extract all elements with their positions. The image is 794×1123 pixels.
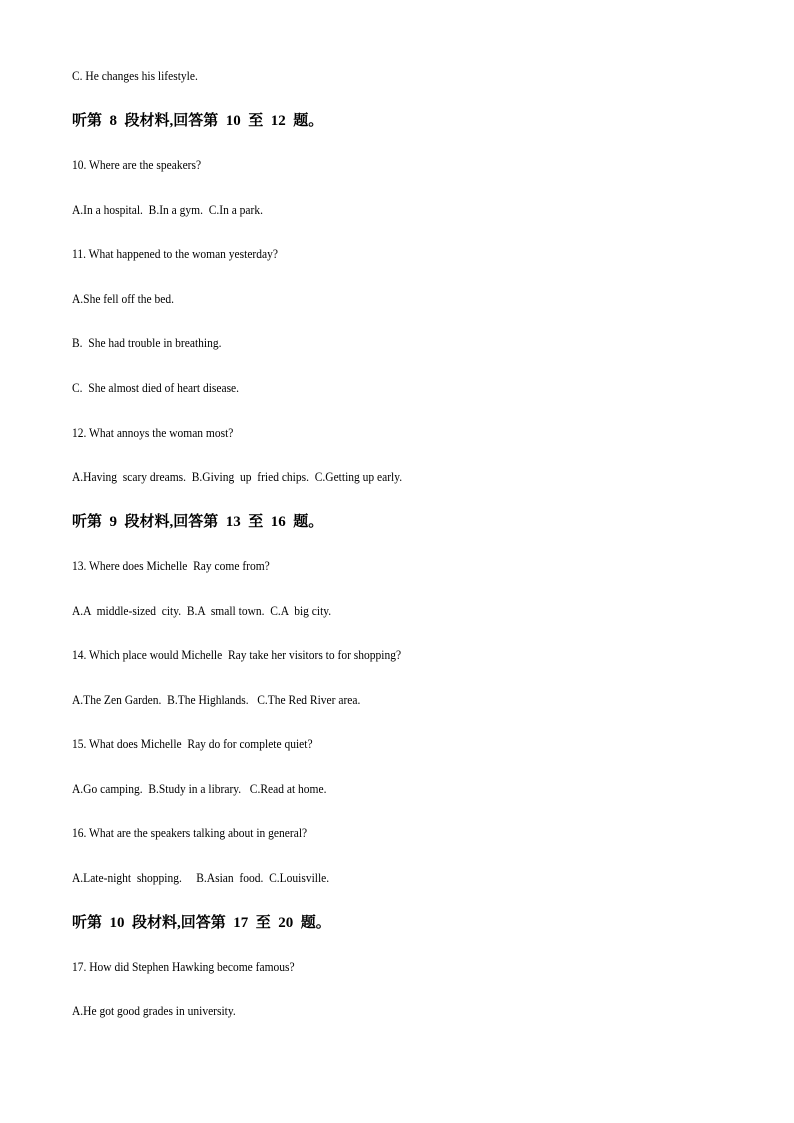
section-heading: 听第 8 段材料,回答第 10 至 12 题。 [72,113,324,129]
question-line: 13. Where does Michelle Ray come from? [72,559,270,573]
question-line: 15. What does Michelle Ray do for complete quiet? [72,737,313,751]
section-heading: 听第 9 段材料,回答第 13 至 16 题。 [72,514,324,530]
option-line: C. She almost died of heart disease. [72,381,240,395]
option-line: B. She had trouble in breathing. [72,336,222,350]
question-line: 12. What annoys the woman most? [72,426,234,440]
option-line: A.In a hospital. B.In a gym. C.In a park. [72,203,264,217]
question-line: 11. What happened to the woman yesterday? [72,247,278,261]
section-heading: 听第 10 段材料,回答第 17 至 20 题。 [72,915,331,931]
question-line: 16. What are the speakers talking about in general? [72,826,308,840]
question-line: 14. Which place would Michelle Ray take her visitors to for shopping? [72,648,402,662]
option-line: A.The Zen Garden. B.The Highlands. C.The Red River area. [72,693,361,707]
question-line: 10. Where are the speakers? [72,158,202,172]
option-line: A.Go camping. B.Study in a library. C.Read at home. [72,782,327,796]
option-line: A.A middle-sized city. B.A small town. C.A big city. [72,604,332,618]
option-line: A.He got good grades in university. [72,1004,236,1018]
option-line: C. He changes his lifestyle. [72,69,198,83]
option-line: A.She fell off the bed. [72,292,174,306]
question-line: 17. How did Stephen Hawking become famous? [72,960,295,974]
option-line: A.Having scary dreams. B.Giving up fried chips. C.Getting up early. [72,470,403,484]
option-line: A.Late-night shopping. B.Asian food. C.Louisville. [72,871,330,885]
